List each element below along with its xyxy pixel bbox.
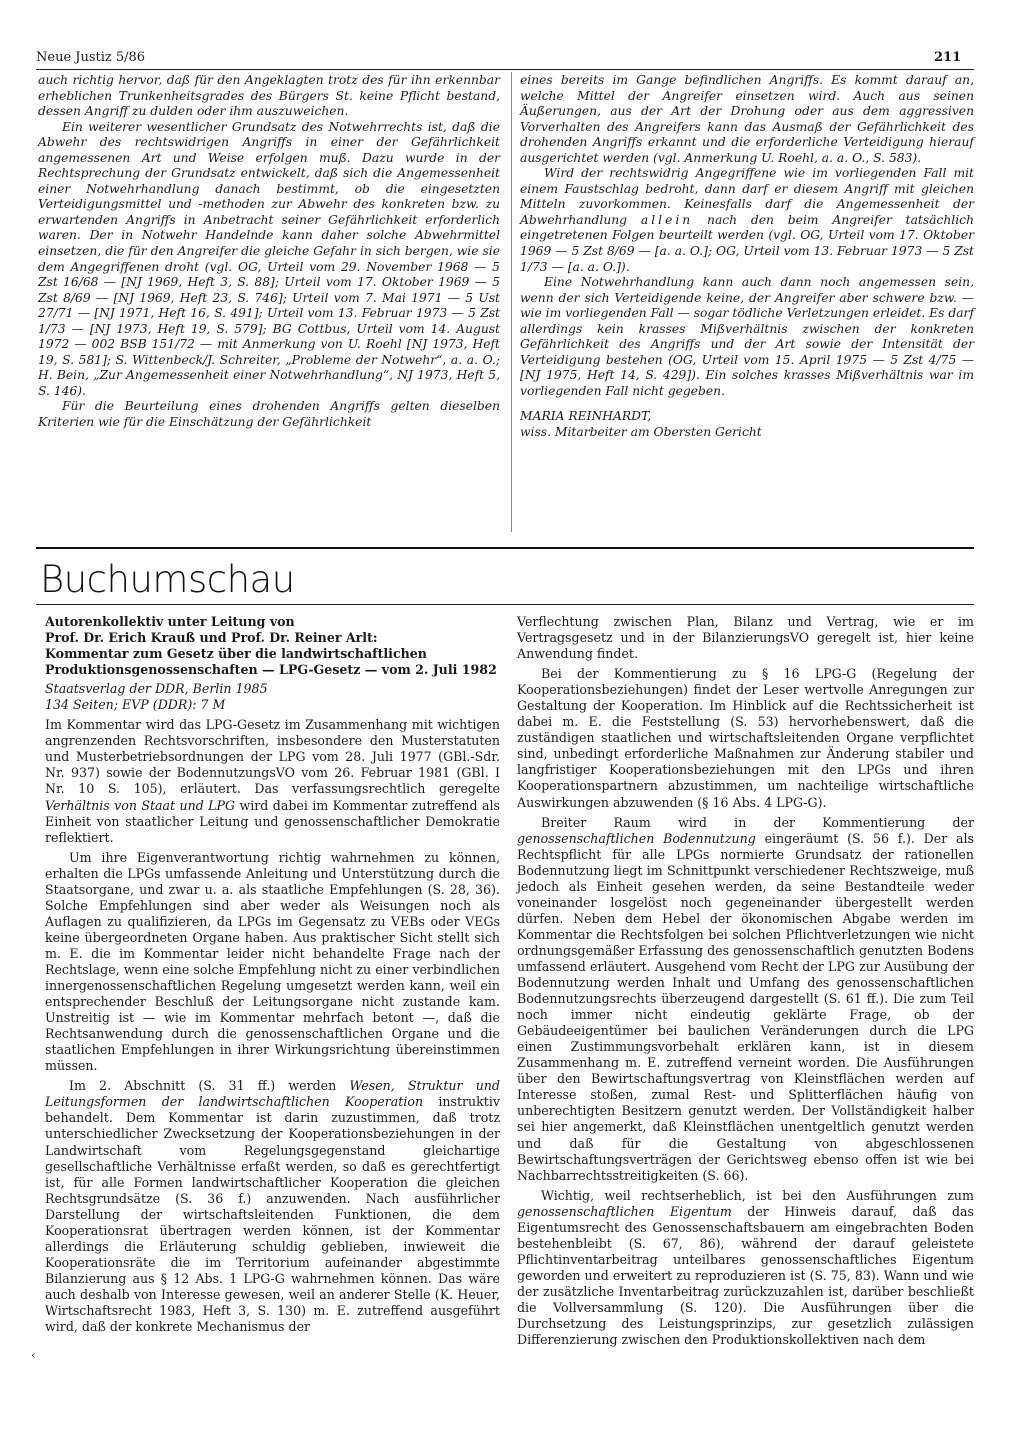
- review-column-left: [45, 614, 500, 1335]
- section-rule: [36, 547, 974, 549]
- review-author: Prof. Dr. Erich Krauß und Prof. Dr. Reiner Arlt:: [45, 630, 378, 646]
- review-emphasis: Wesen, Struktur und Leitungsformen der landwirtschaftlichen Kooperation: [45, 1078, 500, 1110]
- review-text: der Hinweis darauf, daß das Eigentumsrecht des Genossenschaftsbauern am eingebrachten Boden bestehenbleibt (S. 67, 86), während der darauf geleistete Pflichtinventarbeitrag unteilbares genossenschaftliches Eigentum geworden und erweitert zu reproduzieren ist (S. 75, 83). Wann und wie der zusätzliche Inventarbeitrag zurückzuzahlen ist, darüber beschließt die Vollversammlung (S. 120). Die Ausführungen über die Durchsetzung des Leistungsprinzips, zur gesetzlich zulässigen Differenzierung zwischen den Produktionskollektiven nach dem: [517, 1203, 974, 1348]
- article-paragraph: Ein weiterer wesentlicher Grundsatz des Notwehrrechts ist, daß die Abwehr des rechtswidrigen Angriffs in einer der Gefährlichkeit angemessenen Art und Weise erfolgen muß. Dazu wurde in der Rechtsprechung der Grundsatz entwickelt, daß sich die Angemessenheit einer Notwehrhandlung danach bestimmt, ob die eingesetzten Verteidigungsmittel und -methoden zur Abwehr des konkreten bzw. zu erwartenden Angriffs in Anbetracht seiner Gefährlichkeit erforderlich waren. Der in Notwehr Handelnde kann daher solche Abwehrmittel einsetzen, die für den Angreifer die gleiche Gefahr in sich bergen, wie sie dem Angegriffenen droht (vgl. OG, Urteil vom 29. November 1968 — 5 Zst 16/68 — [NJ 1969, Heft 3, S. 88]; Urteil vom 17. Oktober 1969 — 5 Zst 8/69 — [NJ 1969, Heft 23, S. 746]; Urteil vom 7. Mai 1971 — 5 Ust 27/71 — [NJ 1971, Heft 16, S. 491]; Urteil vom 13. Februar 1973 — 5 Zst 1/73 — [NJ 1973, Heft 19, S. 579]; BG Cottbus, Urteil vom 14. August 1972 — 002 BSB 151/72 — mit Anmerkung von U. Roehl [NJ 1973, Heft 19, S. 581]; S. Wittenbeck/J. Schreiter, „Probleme der Notwehr“, a. a. O.; H. Bein, „Zur Angemessenheit einer Notwehrhandlung“, NJ 1973, Heft 5, S. 146).: [38, 119, 500, 398]
- author-signature-name: MARIA REINHARDT,: [520, 409, 652, 424]
- review-paragraph: [517, 815, 974, 1184]
- review-paragraph: [517, 1188, 974, 1348]
- article-text: Wird der rechtswidrig Angegriffene wie im vorliegenden Fall mit einem Faustschlag bedroht, dann darf er diesem Angriff mit gleichen Mitteln zuvorkommen. Keinesfalls darf die Angemessenheit der Abwehrhandlung: [520, 166, 974, 227]
- review-emphasis: genossenschaftlichen Bodennutzung: [517, 830, 756, 846]
- article-paragraph: Für die Beurteilung eines drohenden Angriffs gelten dieselben Kriterien wie für die Einschätzung der Gefährlichkeit: [38, 399, 500, 430]
- section-title-rule: [36, 604, 974, 605]
- article-column-right: [520, 73, 974, 441]
- review-text: instruktiv behandelt. Dem Kommentar ist darin zuzustimmen, daß trotz unterschiedlicher Zwecksetzung der Kooperationsbeziehungen in der Landwirtschaft vom Regelungsgegenstand gleichartige gesellschaftliche Verhältnisse erfaßt werden, so daß es gerechtfertigt ist, für alle Formen landwirtschaftlicher Kooperation die gleichen Rechtsgrundsätze (S. 36 f.) anzuwenden. Nach ausführlicher Darstellung der wirtschaftsleitenden Funktionen, die dem Kooperationsrat übertragen werden können, ist der Kommentar allerdings die Erläuterung schuldig geblieben, inwieweit die Kooperationsräte die im Territorium aufeinander abgestimmte Bilanzierung aus § 12 Abs. 1 LPG-G wahrnehmen können. Das wäre auch deshalb von Interesse gewesen, weil an anderer Stelle (K. Heuer, Wirtschaftsrecht 1983, Heft 3, S. 130) m. E. zutreffend ausgeführt wird, daß der konkrete Mechanismus der: [45, 1094, 500, 1335]
- review-text: wird dabei im Kommentar zutreffend als Einheit von staatlicher Leitung und genossenschaftlicher Demokratie reflektiert.: [45, 797, 500, 845]
- header-rule: [36, 69, 974, 70]
- column-divider: [511, 72, 512, 532]
- review-paragraph: [45, 717, 500, 845]
- review-pages-price: 134 Seiten; EVP (DDR): 7 M: [45, 697, 226, 713]
- author-signature-role: wiss. Mitarbeiter am Obersten Gericht: [520, 425, 762, 440]
- running-header-journal: Neue Justiz 5/86: [36, 50, 146, 65]
- article-paragraph: [520, 166, 974, 275]
- review-author: Autorenkollektiv unter Leitung von: [45, 614, 295, 629]
- review-paragraph: Verflechtung zwischen Plan, Bilanz und Vertrag, wie er im Vertragsgesetz und in der BilanzierungsVO geregelt ist, hier keine Anwendung findet.: [517, 614, 974, 662]
- review-text: eingeräumt (S. 56 f.). Der als Rechtspflicht für alle LPGs normierte Grundsatz der rationellen Bodennutzung liegt im Schnittpunkt verschiedener Rechtszweige, muß jedoch als Einheit gesehen werden, da seine Bestandteile weder voneinander losgelöst noch gegeneinander übergestellt werden dürfen. Neben dem Hebel der ökonomischen Abgabe werden im Kommentar die Rechtsfolgen bei solchen Pflichtverletzungen wie nicht ordnungsgemäßer Erfassung des genossenschaftlich genutzten Bodens umfassend erläutert. Ausgehend vom Recht der LPG zur Ausübung der Bodennutzung werden Inhalt und Umfang des genossenschaftlichen Bodennutzungsrechts überzeugend dargestellt (S. 61 ff.). Die zum Teil noch immer nicht eindeutig geklärte Frage, ob der Gebäudeeigentümer bei baulichen Veränderungen durch die LPG einen Zustimmungsvorbehalt erklären kann, ist in diesem Zusammenhang m. E. zutreffend verneint worden. Die Ausführungen über den Bewirtschaftungsvertrag von Kleinstflächen werden auf Interesse stoßen, zumal Rest- und Splitterflächen häufig von unberechtigten Besitzern genutzt werden. Der Vollständigkeit halber sei hier angemerkt, daß Kleinstflächen unentgeltlich genutzt werden und daß für die Gestaltung von abgeschlossenen Bewirtschaftungsverträgen der Gerichtsweg ebenso offen ist wie bei Nachbarrechtsstreitigkeiten (S. 66).: [517, 830, 974, 1183]
- review-column-right: [517, 614, 974, 1348]
- article-paragraph: auch richtig hervor, daß für den Angeklagten trotz des für ihn erkennbar erheblichen Trunkenheitsgrades des Bürgers St. keine Pflicht bestand, dessen Angriff zu dulden oder ihm auszuweichen.: [38, 73, 500, 119]
- article-column-left: [38, 73, 500, 431]
- review-paragraph: Um ihre Eigenverantwortung richtig wahrnehmen zu können, erhalten die LPGs umfassende Anleitung und Unterstützung durch die Staatsorgane, und zwar u. a. als staatliche Empfehlungen (S. 28, 36). Solche Empfehlungen sind aber weder als Weisungen noch als Auflagen zu qualifizieren, da LPGs im Gegensatz zu VEBs oder VEGs keine übergeordneten Organe haben. Aus praktischer Sicht stellt sich m. E. die im Kommentar leider nicht behandelte Frage nach der Rechtslage, wenn eine solche Empfehlung nicht zu einer verbindlichen innergenossenschaftlichen Regelung umgesetzt werden kann, weil ein entsprechender Beschluß der Leitungsorgane nicht zustande kam. Unstreitig ist — wie im Kommentar mehrfach betont —, daß die Rechtsanwendung durch die genossenschaftlichen Organe und die staatlichen Empfehlungen in ihrer Wirkungsrichtung übereinstimmen müssen.: [45, 849, 500, 1074]
- review-text: Im 2. Abschnitt (S. 31 ff.) werden: [69, 1078, 337, 1094]
- article-paragraph: eines bereits im Gange befindlichen Angriffs. Es kommt darauf an, welche Mittel der Angreifer einsetzen wird. Auch aus seinen Äußerungen, aus der Art der Drohung oder aus dem aggressiven Vorverhalten des Angreifers kann das Ausmaß der Gefährlichkeit des drohenden Angriffs erkannt und die erforderliche Verteidigung hierauf ausgerichtet werden (vgl. Anmerkung U. Roehl, a. a. O., S. 583).: [520, 73, 974, 165]
- page-number: 211: [934, 50, 962, 65]
- review-text: Wichtig, weil rechtserheblich, ist bei den Ausführungen zum: [541, 1187, 974, 1203]
- review-emphasis: genossenschaftlichen Eigentum: [517, 1203, 732, 1219]
- review-text: Breiter Raum wird in der Kommentierung der: [541, 814, 974, 830]
- margin-mark-icon: ‹: [31, 1348, 36, 1362]
- section-title: Buchumschau: [40, 558, 295, 601]
- article-text: nach den beim Angreifer tatsächlich eingetretenen Folgen beurteilt werden (vgl. OG, Urteil vom 17. Oktober 1969 — 5 Zst 8/69 — [a. a. O.]; OG, Urteil vom 13. Februar 1973 — 5 Zst 1/73 — [a. a. O.]).: [520, 212, 974, 274]
- review-paragraph: [45, 1078, 500, 1335]
- spaced-emphasis: allein: [640, 212, 694, 227]
- review-book-title: Kommentar zum Gesetz über die landwirtschaftlichen Produktionsgenossenschaften — LPG-Gesetz — vom 2. Juli 1982: [45, 646, 497, 678]
- review-paragraph: Bei der Kommentierung zu § 16 LPG-G (Regelung der Kooperationsbeziehungen) findet der Leser wertvolle Anregungen zur Gestaltung der Kooperation. Im Hinblick auf die Rechtssicherheit ist dabei m. E. die Feststellung (S. 53) hervorhebenswert, daß die zuständigen staatlichen und wirtschaftsleitenden Organe verpflichtet sind, unbedingt erforderliche Maßnahmen zur Änderung stabiler und langfristiger Kooperationsbeziehungen mit den LPGs und ihren Kooperationspartnern abzustimmen, um nachteilige wirtschaftliche Auswirkungen abzuwenden (§ 16 Abs. 4 LPG-G).: [517, 666, 974, 810]
- article-paragraph: Eine Notwehrhandlung kann auch dann noch angemessen sein, wenn der sich Verteidigende keine, der Angreifer aber schwere bzw. — wie im vorliegenden Fall — sogar tödliche Verletzungen erleidet. Es darf allerdings kein krasses Mißverhältnis zwischen der konkreten Gefährlichkeit des Angriffs und der Art sowie der Intensität der Verteidigung bestehen (OG, Urteil vom 15. April 1975 — 5 Zst 4/75 — [NJ 1975, Heft 14, S. 429]). Ein solches krasses Mißverhältnis war im vorliegenden Fall nicht gegeben.: [520, 275, 974, 398]
- review-publisher: Staatsverlag der DDR, Berlin 1985: [45, 681, 268, 697]
- review-emphasis: Verhältnis von Staat und LPG: [45, 797, 236, 813]
- review-text: Im Kommentar wird das LPG-Gesetz im Zusammenhang mit wichtigen angrenzenden Rechtsvorschriften, insbesondere den Musterstatuten und Musterbetriebsordnungen der LPG vom 28. Juli 1977 (GBl.-Sdr. Nr. 937) sowie der BodennutzungsVO vom 26. Februar 1981 (GBl. I Nr. 10 S. 105), erläutert. Das verfassungsrechtlich geregelte: [45, 717, 500, 797]
